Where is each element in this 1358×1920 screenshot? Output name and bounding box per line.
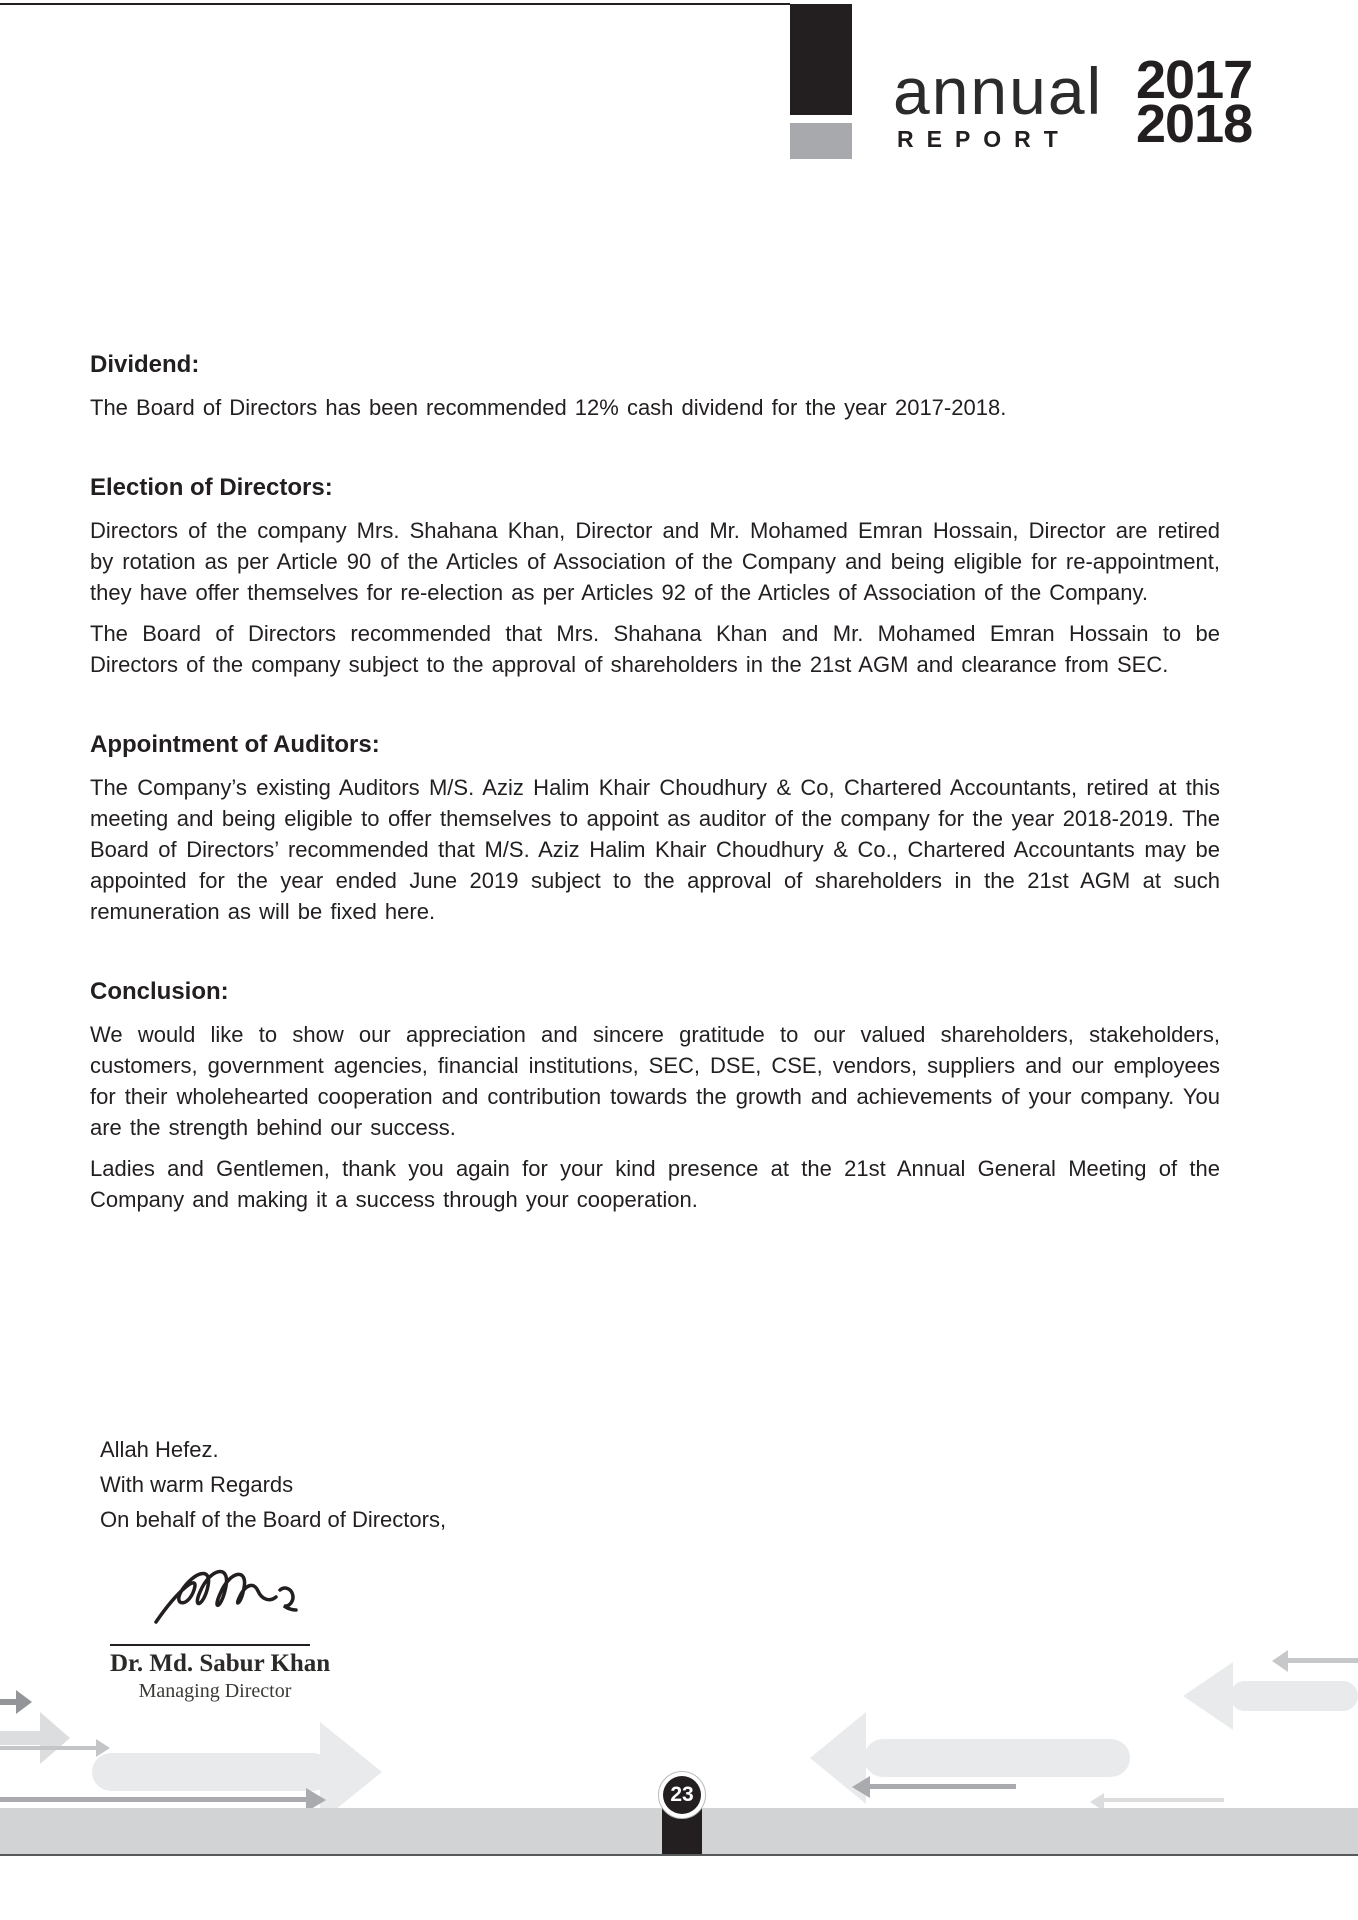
arrow-right-icon (0, 1746, 96, 1750)
paragraph: We would like to show our appreciation and sincere gratitude to our valued shareholders, stakeholders, customers, government agencies, financial institutions, SEC, DSE, CSE, vendors, suppliers and our employees for their wholehearted cooperation and contribution towards the growth and achievements of your company. You are the strength behind our success. (90, 1022, 1220, 1140)
section-heading: Election of Directors: (90, 474, 333, 501)
section-heading: Appointment of Auditors: (90, 731, 380, 758)
signatory-name: Dr. Md. Sabur Khan (110, 1650, 331, 1677)
arrow-left-icon (868, 1784, 1016, 1789)
arrow-right-icon (0, 1699, 16, 1705)
header-rule (0, 3, 790, 5)
paragraph: The Board of Directors has been recommended 12% cash dividend for the year 2017-2018. (90, 395, 1007, 420)
closing-line: Allah Hefez. (100, 1437, 219, 1462)
logo-black-block (790, 4, 852, 115)
arrow-left-icon (1230, 1681, 1358, 1711)
arrow-left-icon (864, 1739, 1130, 1777)
closing-block (100, 1432, 446, 1537)
arrow-left-icon (1104, 1798, 1224, 1802)
page-number-badge (658, 1771, 706, 1819)
document-body (90, 352, 1220, 1225)
logo-years (1136, 50, 1253, 154)
paragraph: The Company’s existing Auditors M/S. Aziz Halim Khair Choudhury & Co, Chartered Accountants, retired at this meeting and being eligible to offer themselves to appoint as auditor of the company for the year 2018-2019. The Board of Directors’ recommended that M/S. Aziz Halim Khair Choudhury & Co., Chartered Accountants may be appointed for the year ended June 2019 subject to the approval of shareholders in the 21st AGM at such remuneration as will be fixed here. (90, 775, 1220, 924)
arrow-right-icon (92, 1753, 332, 1791)
section-appointment-of-auditors (90, 732, 1220, 927)
logo-report-text: REPORT (897, 126, 1071, 152)
section-conclusion (90, 979, 1220, 1215)
logo-annual-text: annual (893, 54, 1104, 128)
signature-rule (110, 1644, 310, 1646)
page-number: 23 (663, 1776, 701, 1814)
paragraph: Ladies and Gentlemen, thank you again for your kind presence at the 21st Annual General Meeting of the Company and making it a success through your cooperation. (90, 1156, 1220, 1212)
section-dividend (90, 352, 1220, 423)
paragraph: The Board of Directors recommended that Mrs. Shahana Khan and Mr. Mohamed Emran Hossain to be Directors of the company subject to the approval of shareholders in the 21st AGM and clearance from SEC. (90, 621, 1220, 677)
arrow-left-icon (1183, 1662, 1233, 1730)
arrow-left-icon (1272, 1650, 1288, 1672)
logo-year-top: 2017 (1136, 50, 1253, 110)
arrow-right-icon (320, 1722, 382, 1822)
closing-line: With warm Regards (100, 1472, 294, 1497)
arrow-right-icon (16, 1690, 32, 1714)
signature-scribble-icon (148, 1560, 323, 1640)
signatory-title: Managing Director (138, 1680, 292, 1702)
section-heading: Conclusion: (90, 978, 229, 1005)
logo-year-bottom: 2018 (1136, 94, 1253, 154)
arrow-right-icon (40, 1712, 70, 1764)
logo-gray-block (790, 123, 852, 159)
arrow-right-icon (0, 1731, 44, 1745)
paragraph: Directors of the company Mrs. Shahana Khan, Director and Mr. Mohamed Emran Hossain, Director are retired by rotation as per Article 90 of the Articles of Association of the Company and being eligible for re-appointment, they have offer themselves for re-election as per Articles 92 of the Articles of Association of the Company. (90, 518, 1220, 605)
section-election-of-directors (90, 475, 1220, 680)
closing-line: On behalf of the Board of Directors, (100, 1507, 447, 1532)
arrow-left-icon (1288, 1658, 1358, 1663)
section-heading: Dividend: (90, 351, 200, 378)
arrow-right-icon (0, 1797, 308, 1802)
